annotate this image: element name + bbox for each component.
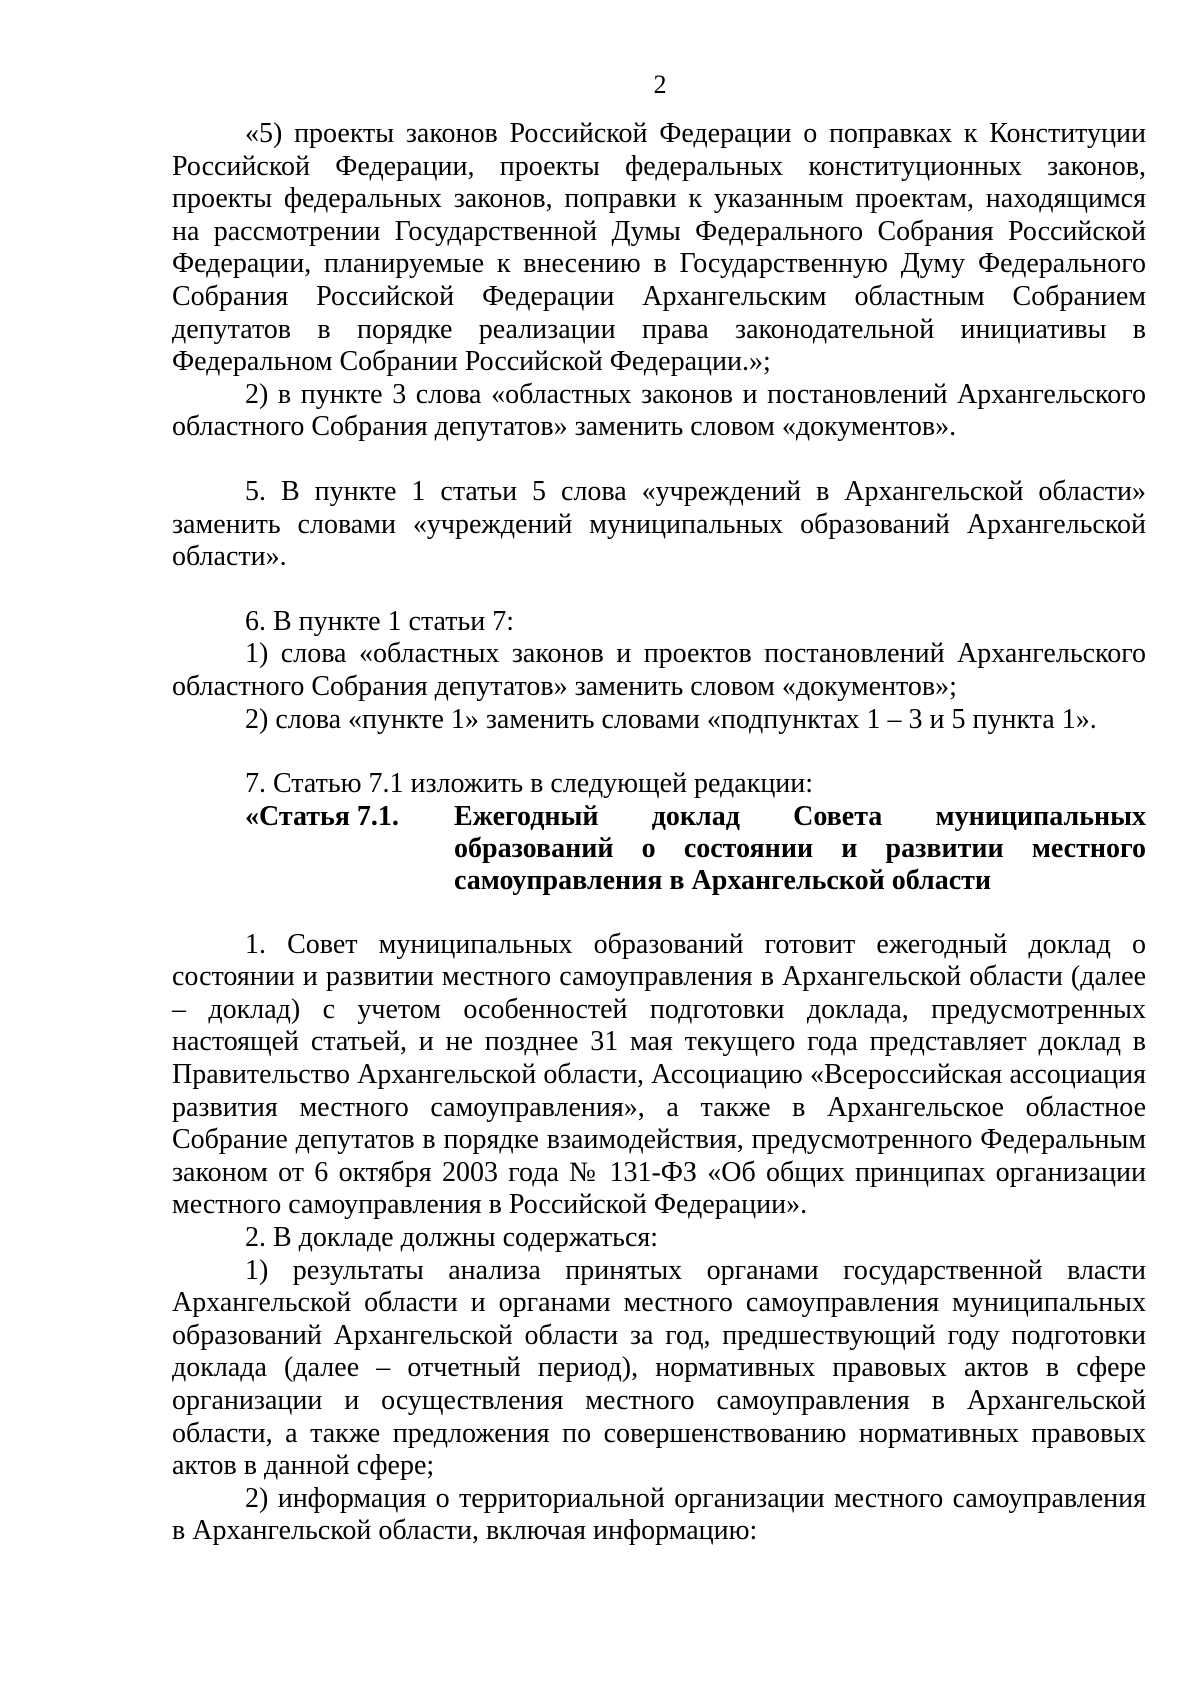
document-body xyxy=(172,118,1146,1548)
article-heading xyxy=(172,801,1146,897)
paragraph-section-6-subitem-2: 2) слова «пункте 1» заменить словами «подпунктах 1 – 3 и 5 пункта 1». xyxy=(245,703,1097,735)
paragraph-item-5-projects: «5) проекты законов Российской Федерации о поправках к Конституции Российской Федерации, проекты федеральных конституционных законов, проекты федеральных законов, поправки к указанным проектам, находящимся на рассмотрении Государственной Думы Федерального Собрания Российской Федерации, планируемые к внесению в Государственную Думу Федерального Собрания Российской Федерации Архангельским областным Собранием депутатов в порядке реализации права законодательной инициативы в Федеральном Собрании Российской Федерации.»; xyxy=(172,118,1146,378)
paragraph-section-6-heading: 6. В пункте 1 статьи 7: xyxy=(245,605,515,637)
paragraph-section-6-subitem-1: 1) слова «областных законов и проектов постановлений Архангельского областного Собрания депутатов» заменить словом «документов»; xyxy=(172,638,1146,702)
spacer xyxy=(172,897,1146,929)
spacer xyxy=(172,736,1146,768)
article-title-line: самоуправления в Архангельской области xyxy=(454,864,992,896)
article-number: «Статья 7.1. xyxy=(245,800,399,832)
spacer xyxy=(172,444,1146,476)
article-title-line: образований о состоянии и развитии местного xyxy=(454,832,1146,864)
paragraph-article-point-1: 1. Совет муниципальных образований готовит ежегодный доклад о состоянии и развитии местного самоуправления в Архангельской области (далее – доклад) с учетом особенностей подготовки доклада, предусмотренных настоящей статьей, и не позднее 31 мая текущего года представляет доклад в Правительство Архангельской области, Ассоциацию «Всероссийская ассоциация развития местного самоуправления», а также в Архангельское областное Собрание депутатов в порядке взаимодействия, предусмотренного Федеральным законом от 6 октября 2003 года № 131-ФЗ «Об общих принципах организации местного самоуправления в Российской Федерации». xyxy=(172,928,1146,1221)
paragraph-subitem-2-point-3: 2) в пункте 3 слова «областных законов и постановлений Архангельского областного Собрания депутатов» заменить словом «документов». xyxy=(172,378,1146,443)
article-title-line: Ежегодный доклад Совета муниципальных xyxy=(454,800,1146,832)
paragraph-article-point-2-subitem-2: 2) информация о территориальной организации местного самоуправления в Архангельской области, включая информацию: xyxy=(172,1482,1146,1547)
paragraph-article-point-2: 2. В докладе должны содержаться: xyxy=(245,1222,659,1254)
page-number: 2 xyxy=(653,70,667,99)
spacer xyxy=(172,574,1146,606)
paragraph-article-point-2-subitem-1: 1) результаты анализа принятых органами государственной власти Архангельской области и органами местного самоуправления муниципальных образований Архангельской области за год, предшествующий году подготовки доклада (далее – отчетный период), нормативных правовых актов в сфере организации и осуществления местного самоуправления в Архангельской области, а также предложения по совершенствованию нормативных правовых актов в данной сфере; xyxy=(172,1254,1146,1482)
paragraph-section-5: 5. В пункте 1 статьи 5 слова «учреждений в Архангельской области» заменить словами «учреждений муниципальных образований Архангельской области». xyxy=(172,475,1146,573)
article-title xyxy=(454,801,1146,897)
paragraph-section-7-heading: 7. Статью 7.1 изложить в следующей редакции: xyxy=(245,768,814,800)
